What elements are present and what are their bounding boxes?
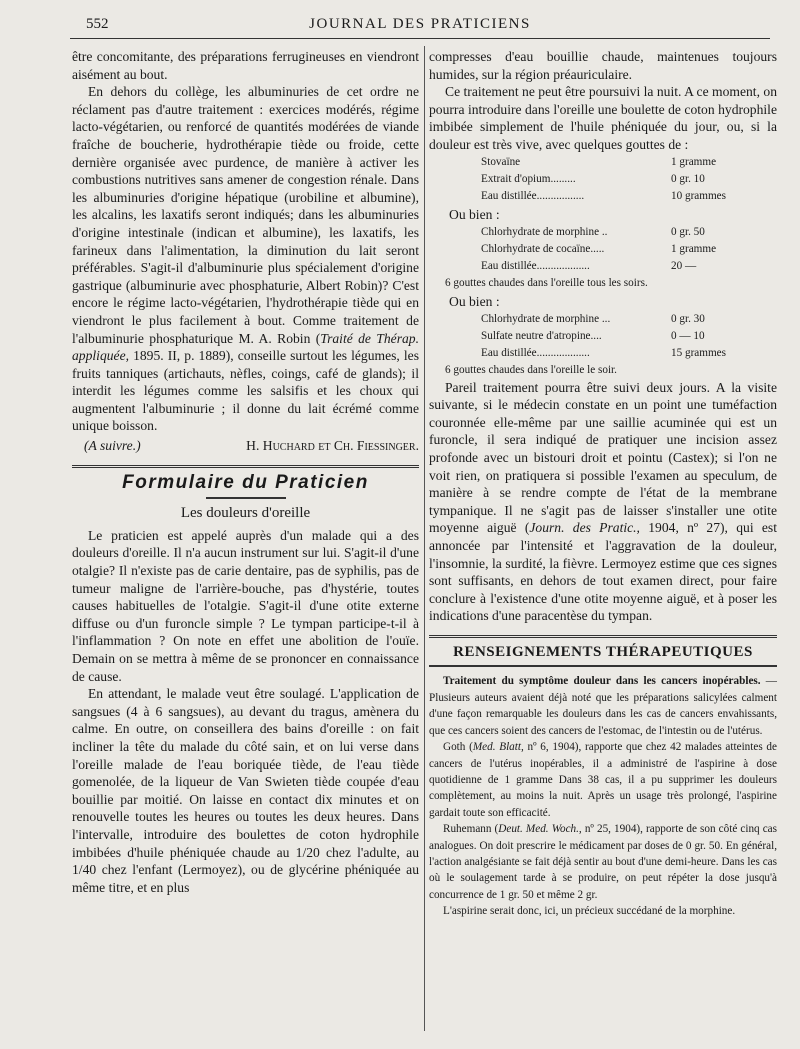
recipe-line: Eau distillée................. 10 grammes — [481, 189, 726, 202]
right-paragraph-3: Pareil traitement pourra être suivi deux jours. A la visite suivante, si le médecin constate en un point une tuméfaction couronnée elle-même par une saillie acuminée qui est un furoncle, il sera indiqué de pratiquer une incision assez profonde avec un bistouri droit et pointu (Castex); si l'on ne voit rien, on pratiquera si possible l'examen au speculum, de manière à se rendre compte de l'état de la membrane tympanique. Il ne s'agit pas de laisser s'installer une otite moyenne aiguë (Journ. des Pratic., 1904, nº 27), qui est annoncée par l'intensité et l'aggravation de la douleur, l'insomnie, la surdité, la fièvre. Lermoyez estime que ces signes sont suffisants, en dehors de tout examen direct, pour faire conclure à l'existence d'une otite moyenne aiguë, et à poser les indications d'une paracentèse du tympan. — [429, 379, 777, 624]
right-paragraph-2: Ce traitement ne peut être poursuivi la nuit. A ce moment, on pourra introduire dans l'oreille une boulette de coton hydrophile imbibée simplement de l'huile phéniquée du jour, ou, si la douleur est très vive, avec quelques gouttes de : — [429, 84, 777, 152]
recipe-line: Eau distillée................... 15 grammes — [481, 346, 726, 359]
therapeutic-notes — [429, 673, 777, 919]
section-title: Formulaire du Praticien — [72, 465, 419, 496]
journal-reference: Journ. des Pratic., — [529, 520, 640, 536]
recipe-line: Chlorhydrate de morphine ... 0 gr. 30 — [481, 312, 705, 325]
column-divider — [424, 46, 425, 1031]
note-paragraph-2: Goth (Med. Blatt, nº 6, 1904), rapporte que chez 42 malades atteintes de cancers de l'utérus inopérables, il a administré de l'aspirine à dose quotidienne de 1 gramme Dans 38 cas, il a pu supprimer les douleurs complètement, au moins la nuit. Après un usage très prolongé, l'aspirine gardait toute son efficacité. — [429, 741, 777, 819]
signature-line — [72, 437, 419, 455]
recipe-line: Chlorhydrate de morphine .. 0 gr. 50 — [481, 225, 705, 238]
left-paragraph-2: En dehors du collège, les albuminuries de cet ordre ne réclament pas d'autre traitement : exercices modérés, régime lacto-végétarien, ou renforcé de quantités modérées de viande fraîche de boucherie, hydrothérapie tiède ou froide, cette dernière organisée avec purdence, de manière à activer les combustions nutritives sans amener de congestion rénale. Dans les albuminuries d'origine hépatique (urobiline et albumine), les alcalins, les laxatifs seront indiqués; dans les albuminuries d'origine intestinale (indican et albumine), les laxatifs, les farineux dans l'alimentation, la diminution du lait seront préférables. S'agit-il d'albuminurie plus spécialement d'origine gastrique (albuminurie avec phosphaturie, Albert Robin)? C'est encore le régime lacto-végétarien, l'hydrothérapie tiède qui en viendront le plus facilement à bout. Comme traitement de l'albuminurie phosphaturique M. A. Robin (Traité de Thérap. appliquée, 1895. II, p. 1889), conseille surtout les légumes, les fruits tanniques (artichauts, nèfles, coings, café de glands); il interdit les légumes comme les salsifis et les choux qui augmentent l'albuminurie ; il donne du lait écrémé comme unique boisson. — [72, 84, 419, 434]
recipe-3 — [429, 311, 777, 362]
recipe-line: Sulfate neutre d'atropine.... 0 — 10 — [481, 329, 705, 342]
section-heading: RENSEIGNEMENTS THÉRAPEUTIQUES — [429, 635, 777, 662]
right-paragraph-1: compresses d'eau bouillie chaude, maintenues toujours humides, sur la région préauriculaire. — [429, 49, 777, 82]
or-label: Ou bien : — [449, 293, 500, 309]
page-number: 552 — [86, 16, 109, 32]
left-column — [72, 48, 419, 896]
left-paragraph-4: En attendant, le malade veut être soulagé. L'application de sangsues (4 à 6 sangsues), au devant du tragus, amènera du calme. En outre, on conseillera des bains d'oreille : on fait incliner la tête du malade du côté sain, et on lui verse dans l'oreille malade de l'eau boriquée tiède, de l'eau tiède gomenolée, de la liqueur de Van Swieten tiède coupée d'eau bouillie par moitié. On laisse en contact dix minutes et on renouvelle toutes les heures ou toutes les deux heures. Dans l'intervalle, introduire des boulettes de coton hydrophile imbibées d'huile phéniquée chaude au 1/20 chez l'adulte, au 1/40 chez l'enfant (Lermoyez), ou de glycérine phéniquée au même titre, et en plus — [72, 686, 419, 895]
recipe-line: Stovaïne 1 gramme — [481, 155, 717, 168]
or-label: Ou bien : — [449, 206, 500, 222]
authors: H. Huchard et Ch. Fiessinger. — [246, 438, 419, 454]
page-header — [70, 12, 770, 39]
recipe-line: Extrait d'opium......... 0 gr. 10 — [481, 172, 705, 185]
book-title: Traité de Thérap. appliquée, — [72, 330, 419, 364]
note-paragraph-1: Traitement du symptôme douleur dans les cancers inopérables. — Plusieurs auteurs avaient déjà noté que les préparations salicylées calment d'une façon remarquable les douleurs dans les cas de cancers envahissants, que ces cancers soient des cancers de l'estomac, de l'intestin ou de l'utérus. — [429, 675, 777, 737]
recipe-note: 6 gouttes chaudes dans l'oreille tous les soirs. — [445, 276, 648, 289]
note-paragraph-4: L'aspirine serait donc, ici, un précieux succédané de la morphine. — [443, 905, 736, 918]
recipe-2 — [429, 224, 777, 275]
left-paragraph-3: Le praticien est appelé auprès d'un malade qui a des douleurs d'oreille. Il n'a aucun instrument sur lui. S'agit-il d'une otalgie? Il n'existe pas de carie dentaire, pas de syphilis, pas de tumeur maligne de l'arrière-bouche, pas d'hystérie, toutes causes habituelles de l'otalgie. S'agit-il d'une otite externe diffuse ou d'un furoncle simple ? Le tympan participe-t-il à l'inflammation ? On note en effet une abolition de l'ouïe. Demain on se mettra à même de se prononcer en connaissance de cause. — [72, 527, 419, 684]
recipe-1 — [429, 154, 777, 205]
title-rule — [206, 497, 286, 499]
note-title: Traitement du symptôme douleur dans les cancers inopérables. — [443, 675, 761, 688]
note-paragraph-3: Ruhemann (Deut. Med. Woch., nº 25, 1904), rapporte de son côté cinq cas analogues. On doit prescrire le médicament par doses de 0 gr. 50. En général, l'action analgésiante se fait déjà sentir au bout d'une demi-heure. Dans les cas où le soulagement tarde à se produire, on peut répéter la dose jusqu'à concurrence de 1 gr. 50 et même 2 gr. — [429, 823, 778, 901]
recipe-line: Chlorhydrate de cocaïne..... 1 gramme — [481, 242, 717, 255]
recipe-line: Eau distillée................... 20 — — [481, 259, 697, 272]
to-be-continued: (A suivre.) — [84, 438, 141, 454]
right-column — [429, 48, 777, 920]
heading-rule — [429, 665, 777, 667]
recipe-note: 6 gouttes chaudes dans l'oreille le soir. — [445, 363, 617, 376]
article-subtitle: Les douleurs d'oreille — [180, 505, 311, 522]
journal-title: JOURNAL DES PRATICIENS — [309, 16, 531, 32]
left-paragraph-1: être concomitante, des préparations ferrugineuses en viendront aisément au bout. — [72, 49, 419, 82]
